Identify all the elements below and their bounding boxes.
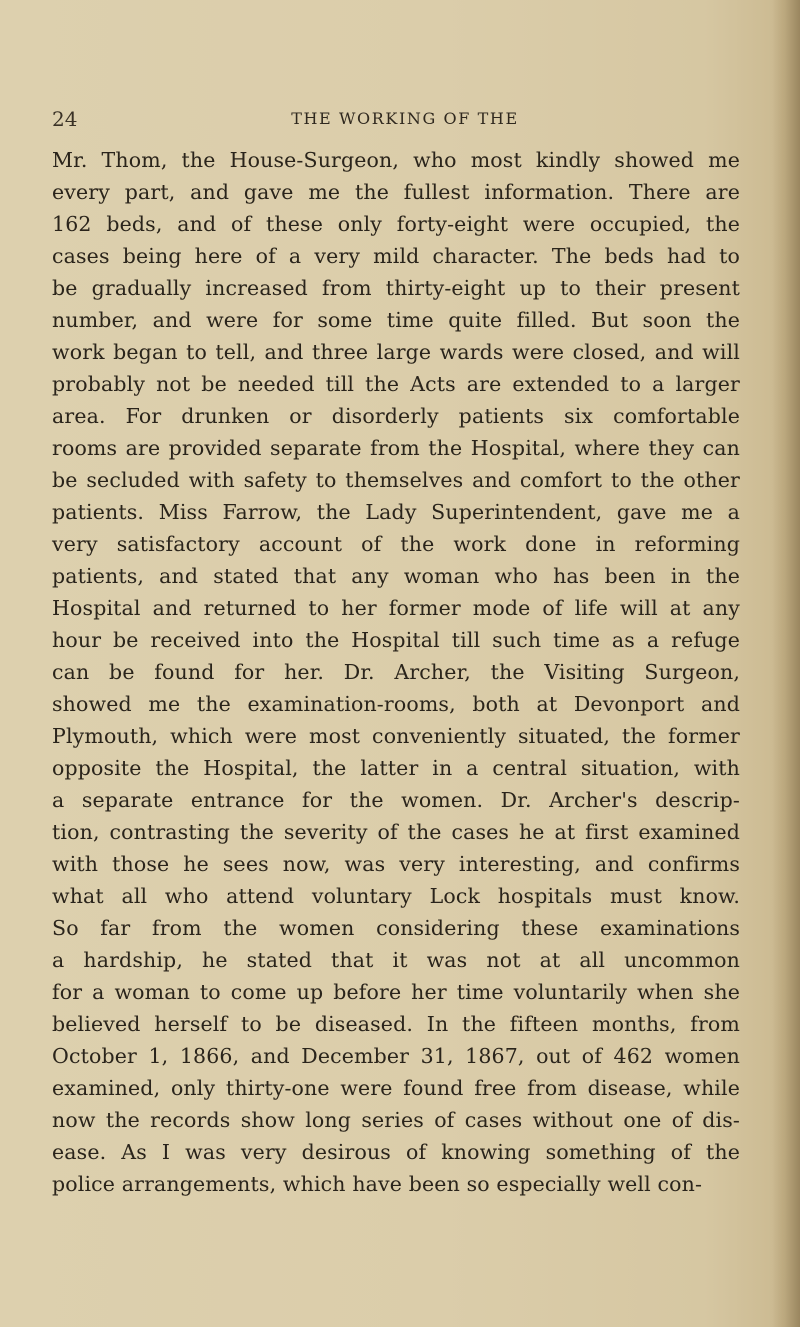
text-line: believed herself to be diseased. In the fifteen months, from bbox=[52, 1012, 740, 1036]
text-line: patients, and stated that any woman who has been in the bbox=[52, 564, 740, 588]
text-line: Plymouth, which were most conveniently situated, the former bbox=[52, 724, 740, 748]
text-line: 162 beds, and of these only forty-eight were occupied, the bbox=[52, 212, 740, 236]
text-line: be gradually increased from thirty-eight up to their present bbox=[52, 276, 740, 300]
text-line: a hardship, he stated that it was not at all uncommon bbox=[52, 948, 740, 972]
text-line: be secluded with safety to themselves and comfort to the other bbox=[52, 468, 740, 492]
text-line: area. For drunken or disorderly patients six comfortable bbox=[52, 404, 740, 428]
text-line: Hospital and returned to her former mode of life will at any bbox=[52, 596, 740, 620]
body-text bbox=[52, 144, 740, 1200]
text-line: police arrangements, which have been so especially well con- bbox=[52, 1172, 703, 1196]
text-line: So far from the women considering these examinations bbox=[52, 916, 740, 940]
text-line: cases being here of a very mild character. The beds had to bbox=[52, 244, 740, 268]
running-head: THE WORKING OF THE bbox=[291, 109, 519, 128]
text-line: for a woman to come up before her time voluntarily when she bbox=[52, 980, 740, 1004]
text-line: every part, and gave me the fullest information. There are bbox=[52, 180, 740, 204]
text-line: now the records show long series of cases without one of dis- bbox=[52, 1108, 740, 1132]
page-header bbox=[0, 104, 800, 134]
text-line: rooms are provided separate from the Hospital, where they can bbox=[52, 436, 740, 460]
text-line: opposite the Hospital, the latter in a central situation, with bbox=[52, 756, 740, 780]
page-number: 24 bbox=[52, 107, 78, 131]
text-line: a separate entrance for the women. Dr. Archer's descrip- bbox=[52, 788, 740, 812]
text-line: with those he sees now, was very interesting, and confirms bbox=[52, 852, 740, 876]
text-line: patients. Miss Farrow, the Lady Superintendent, gave me a bbox=[52, 500, 740, 524]
text-line: showed me the examination-rooms, both at Devonport and bbox=[52, 692, 740, 716]
text-line: Mr. Thom, the House-Surgeon, who most kindly showed me bbox=[52, 148, 740, 172]
text-line: October 1, 1866, and December 31, 1867, out of 462 women bbox=[52, 1044, 740, 1068]
text-line: can be found for her. Dr. Archer, the Visiting Surgeon, bbox=[52, 660, 740, 684]
text-line: examined, only thirty-one were found free from disease, while bbox=[52, 1076, 740, 1100]
text-line: what all who attend voluntary Lock hospitals must know. bbox=[52, 884, 740, 908]
text-line: number, and were for some time quite filled. But soon the bbox=[52, 308, 740, 332]
text-line: work began to tell, and three large wards were closed, and will bbox=[52, 340, 740, 364]
text-line: hour be received into the Hospital till such time as a refuge bbox=[52, 628, 740, 652]
text-line: tion, contrasting the severity of the cases he at first examined bbox=[52, 820, 740, 844]
page-edge-shadow bbox=[772, 0, 800, 1327]
text-line: very satisfactory account of the work done in reforming bbox=[52, 532, 740, 556]
text-line: probably not be needed till the Acts are extended to a larger bbox=[52, 372, 740, 396]
text-line: ease. As I was very desirous of knowing something of the bbox=[52, 1140, 740, 1164]
